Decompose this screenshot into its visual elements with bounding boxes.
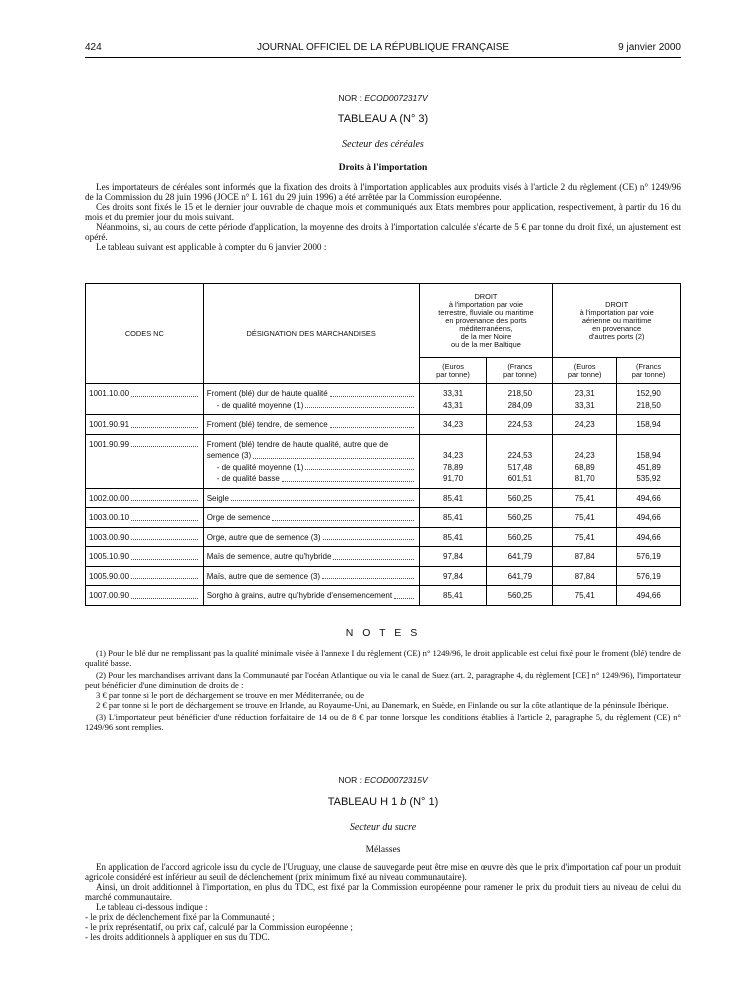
- duty-euros-med-cell: [419, 434, 487, 488]
- duty-value: 158,94: [636, 420, 661, 429]
- duty-value: 85,41: [443, 591, 464, 600]
- duty-value: 218,50: [507, 389, 533, 398]
- intro-text-1: [85, 182, 681, 252]
- nor-code: ECOD0072315V: [364, 775, 428, 785]
- nc-code: 1001.10.00: [89, 389, 130, 398]
- duty-value: 33,31: [574, 400, 595, 410]
- sector-title-1: Secteur des céréales: [342, 139, 424, 150]
- duty-value: 224,53: [507, 420, 533, 429]
- duty-value: 75,41: [574, 532, 595, 542]
- nc-code-cell: [86, 527, 204, 547]
- designation-text: Maïs, autre que de semence (3): [206, 571, 321, 581]
- designation-text: - de qualité moyenne (1): [216, 462, 304, 472]
- table-title-2: TABLEAU H 1 b (N° 1): [327, 796, 439, 808]
- duty-francs-med-cell: [487, 434, 553, 488]
- nc-code-cell: [86, 547, 204, 567]
- duty-euros-med-cell: [419, 566, 487, 586]
- duty-value: 560,25: [507, 532, 533, 542]
- duty-value: 85,41: [443, 513, 464, 522]
- header-unit-euros: (Euros par tonne): [553, 358, 617, 384]
- duty-value: 87,84: [574, 571, 595, 581]
- table-row: [86, 566, 681, 586]
- duty-value: 24,23: [574, 420, 595, 429]
- nc-code: 1005.90.00: [89, 571, 130, 581]
- nor-reference-1: [85, 93, 681, 103]
- note-item: 3 € par tonne si le port de déchargement se trouve en mer Méditerranée, ou de: [96, 690, 365, 700]
- duty-value: 97,84: [443, 571, 464, 581]
- duty-euros-other-cell: [553, 384, 617, 415]
- paragraph: Ainsi, un droit additionnel à l'importation, en plus du TDC, est fixé par la Commission européenne pour ramener le prix du produit tiers au niveau de celui du marché communautaire.: [85, 882, 681, 902]
- header-unit-euros: (Euros par tonne): [419, 358, 487, 384]
- table-row: [86, 586, 681, 606]
- duty-value: [620, 439, 677, 451]
- designation-cell: [203, 547, 419, 567]
- designation-text: Froment (blé) dur de haute qualité: [206, 389, 328, 398]
- import-duties-table: [85, 283, 681, 606]
- nc-code-cell: [86, 488, 204, 508]
- page-number: 424: [85, 42, 102, 53]
- designation-cell: [203, 527, 419, 547]
- duty-euros-med-cell: [419, 527, 487, 547]
- designation-text: Froment (blé) tendre, de semence: [206, 420, 328, 429]
- duty-value: 641,79: [507, 552, 533, 561]
- duty-value: 451,89: [636, 462, 661, 472]
- nc-code: 1005.10.90: [89, 552, 130, 561]
- duty-value: 576,19: [636, 571, 661, 581]
- duty-francs-other-cell: [617, 508, 681, 528]
- nc-code: 1007.00.90: [89, 591, 130, 600]
- duty-value: 517,48: [507, 462, 533, 472]
- paragraph: Les importateurs de céréales sont informés que la fixation des droits à l'importation applicables aux produits visés à l'article 2 du règlement (CE) n° 1249/96 de la Commission du 28 juin 1996 (JOCE n° L 161 du 29 juin 1996) a été arrêtée par la Commission européenne.: [85, 182, 681, 202]
- note-item: (2) Pour les marchandises arrivant dans la Communauté par l'océan Atlantique ou via le canal de Suez (art. 2, paragraphe 4, du règlement [CE] n° 1249/96), l'importateur peut bénéficier d'une diminution de droits de :: [85, 670, 681, 690]
- note-item: 2 € par tonne si le port de déchargement se trouve en Irlande, au Royaume-Uni, au Danemark, en Suède, en Finlande ou sur la côte atlantique de la péninsule Ibérique.: [96, 700, 669, 710]
- designation-text: - de qualité basse: [216, 474, 280, 483]
- designation-text: - de qualité moyenne (1): [216, 400, 304, 410]
- nc-code: 1002.00.00: [89, 493, 130, 503]
- duty-value: 24,23: [574, 451, 595, 460]
- duty-value: 33,31: [443, 389, 464, 398]
- duty-value: 560,25: [507, 513, 533, 522]
- duty-value: 75,41: [574, 591, 595, 600]
- duty-value: 23,31: [574, 389, 595, 398]
- nc-code: 1003.00.10: [89, 513, 130, 522]
- header-rule: [85, 57, 681, 58]
- table-row: [86, 508, 681, 528]
- table-row: [86, 547, 681, 567]
- duty-value: 560,25: [507, 493, 533, 503]
- header-unit-francs: (Francs par tonne): [487, 358, 553, 384]
- section-subtitle-1: Droits à l'importation: [338, 163, 428, 173]
- nc-code: 1001.90.99: [89, 439, 130, 449]
- nor-reference-2: [85, 775, 681, 785]
- duty-francs-med-cell: [487, 415, 553, 435]
- duty-value: 224,53: [507, 451, 533, 460]
- duty-euros-med-cell: [419, 508, 487, 528]
- table-row: [86, 488, 681, 508]
- duty-francs-med-cell: [487, 527, 553, 547]
- notes-title: N O T E S: [345, 627, 421, 639]
- designation-text: Orge de semence: [206, 513, 271, 522]
- duty-value: 494,66: [636, 591, 661, 600]
- nc-code-cell: [86, 566, 204, 586]
- designation-cell: [203, 384, 419, 415]
- duty-euros-other-cell: [553, 586, 617, 606]
- duty-value: 641,79: [507, 571, 533, 581]
- list-item: - le prix représentatif, ou prix caf, calculé par la Commission européenne ;: [85, 922, 353, 932]
- designation-cell: [203, 434, 419, 488]
- duty-euros-other-cell: [553, 508, 617, 528]
- table-row: [86, 527, 681, 547]
- duty-francs-med-cell: [487, 547, 553, 567]
- duty-euros-other-cell: [553, 527, 617, 547]
- duty-francs-other-cell: [617, 384, 681, 415]
- designation-text: semence (3): [206, 451, 252, 460]
- duty-value: 68,89: [574, 462, 595, 472]
- duty-value: 87,84: [574, 552, 595, 561]
- duty-value: 34,23: [443, 420, 464, 429]
- nc-code-cell: [86, 434, 204, 488]
- duty-francs-other-cell: [617, 566, 681, 586]
- paragraph: En application de l'accord agricole issu du cycle de l'Uruguay, une clause de sauvegarde peut être mise en œuvre dès que le prix d'importation caf pour un produit agricole considéré est inférieur au seuil de déclenchement (prix minimum fixé au niveau communautaire).: [85, 862, 681, 882]
- nc-code-cell: [86, 384, 204, 415]
- table-title-1: TABLEAU A (N° 3): [337, 113, 429, 125]
- duty-value: 97,84: [443, 552, 464, 561]
- duty-value: 85,41: [443, 493, 464, 503]
- duty-value: 494,66: [636, 532, 661, 542]
- duty-value: 78,89: [443, 462, 464, 472]
- nor-code: ECOD0072317V: [364, 93, 428, 103]
- duty-value: 535,92: [636, 474, 661, 483]
- duty-euros-other-cell: [553, 566, 617, 586]
- duty-value: 560,25: [507, 591, 533, 600]
- duty-euros-other-cell: [553, 547, 617, 567]
- duty-value: 85,41: [443, 532, 464, 542]
- designation-cell: [203, 415, 419, 435]
- section-subtitle-2: Mélasses: [365, 845, 401, 855]
- nor-label: NOR :: [338, 93, 362, 103]
- nc-code-cell: [86, 415, 204, 435]
- header-designation: DÉSIGNATION DES MARCHANDISES: [203, 284, 419, 384]
- duty-francs-med-cell: [487, 488, 553, 508]
- notes-list: [85, 648, 681, 734]
- designation-text: Seigle: [206, 493, 229, 503]
- table-row: [86, 384, 681, 415]
- duty-euros-other-cell: [553, 434, 617, 488]
- duty-francs-med-cell: [487, 508, 553, 528]
- duty-francs-med-cell: [487, 384, 553, 415]
- designation-text: Froment (blé) tendre de haute qualité, autre que de: [206, 439, 389, 449]
- journal-title: JOURNAL OFFICIEL DE LA RÉPUBLIQUE FRANÇAISE: [256, 42, 510, 53]
- duty-francs-other-cell: [617, 488, 681, 508]
- designation-cell: [203, 488, 419, 508]
- duty-euros-med-cell: [419, 384, 487, 415]
- duty-euros-med-cell: [419, 586, 487, 606]
- duty-euros-other-cell: [553, 415, 617, 435]
- bullet-list: [85, 912, 681, 942]
- duty-value: 75,41: [574, 493, 595, 503]
- header-unit-francs: (Francs par tonne): [617, 358, 681, 384]
- duty-value: 34,23: [443, 451, 464, 460]
- list-item: - le prix de déclenchement fixé par la Communauté ;: [85, 912, 275, 922]
- designation-cell: [203, 508, 419, 528]
- duty-value: 75,41: [574, 513, 595, 522]
- header-droit-mediterranean: DROIT à l'importation par voie terrestre, fluviale ou maritime en provenance des ports méditerranéens, de la mer Noire ou de la mer Baltique: [419, 284, 553, 358]
- duty-value: 601,51: [507, 474, 533, 483]
- duty-francs-other-cell: [617, 434, 681, 488]
- note-item: (3) L'importateur peut bénéficier d'une réduction forfaitaire de 14 ou de 8 € par tonne lorsque les conditions établies à l'article 2, paragraphe 5, du règlement (CE) n° 1249/96 sont remplies.: [85, 712, 681, 732]
- designation-text: Orge, autre que de semence (3): [206, 532, 321, 542]
- nc-code: 1003.00.90: [89, 532, 130, 542]
- duty-value: 81,70: [574, 474, 595, 483]
- paragraph: Ces droits sont fixés le 15 et le dernier jour ouvrable de chaque mois et communiqués aux Etats membres pour application, respectivement, à partir du 16 du mois et du premier jour du mois suivant.: [85, 202, 681, 222]
- duty-euros-other-cell: [553, 488, 617, 508]
- nor-label: NOR :: [338, 775, 362, 785]
- duty-value: 284,09: [507, 400, 533, 410]
- paragraph: Néanmoins, si, au cours de cette période d'application, la moyenne des droits à l'importation calculée s'écarte de 5 € par tonne du droit fixé, un ajustement est opéré.: [85, 222, 681, 242]
- nc-code-cell: [86, 508, 204, 528]
- duty-value: 494,66: [636, 493, 661, 503]
- duty-euros-med-cell: [419, 488, 487, 508]
- issue-date: 9 janvier 2000: [618, 42, 681, 53]
- duty-francs-other-cell: [617, 586, 681, 606]
- header-codes-nc: CODES NC: [86, 284, 204, 384]
- designation-cell: [203, 586, 419, 606]
- duty-euros-med-cell: [419, 547, 487, 567]
- duty-value: 43,31: [443, 400, 464, 410]
- table-row: [86, 434, 681, 488]
- duty-value: [490, 439, 549, 451]
- duty-value: 158,94: [636, 451, 661, 460]
- duty-value: 152,90: [636, 389, 661, 398]
- paragraph: Le tableau suivant est applicable à compter du 6 janvier 2000 :: [96, 242, 327, 252]
- designation-text: Maïs de semence, autre qu'hybride: [206, 552, 332, 561]
- duty-euros-med-cell: [419, 415, 487, 435]
- paragraph: Le tableau ci-dessous indique :: [96, 902, 208, 912]
- table-row: [86, 415, 681, 435]
- duty-francs-med-cell: [487, 566, 553, 586]
- designation-cell: [203, 566, 419, 586]
- sector-title-2: Secteur du sucre: [349, 822, 417, 833]
- note-item: (1) Pour le blé dur ne remplissant pas la qualité minimale visée à l'annexe I du règlement (CE) n° 1249/96, le droit applicable est celui fixé pour le froment (blé) tendre de qualité basse.: [85, 648, 681, 668]
- designation-text: Sorgho à grains, autre qu'hybride d'ensemencement: [206, 591, 393, 600]
- duty-value: 494,66: [636, 513, 661, 522]
- duty-value: [556, 439, 613, 451]
- duty-francs-med-cell: [487, 586, 553, 606]
- duty-value: 576,19: [636, 552, 661, 561]
- nc-code: 1001.90.91: [89, 420, 130, 429]
- header-droit-other-ports: DROIT à l'importation par voie aérienne ou maritime en provenance d'autres ports (2): [553, 284, 681, 358]
- duty-francs-other-cell: [617, 547, 681, 567]
- list-item: - les droits additionnels à appliquer en sus du TDC.: [85, 932, 270, 942]
- duty-francs-other-cell: [617, 527, 681, 547]
- duty-value: 218,50: [636, 400, 661, 410]
- intro-text-2: [85, 862, 681, 942]
- duty-value: [423, 439, 484, 451]
- duty-value: 91,70: [443, 474, 464, 483]
- nc-code-cell: [86, 586, 204, 606]
- duty-francs-other-cell: [617, 415, 681, 435]
